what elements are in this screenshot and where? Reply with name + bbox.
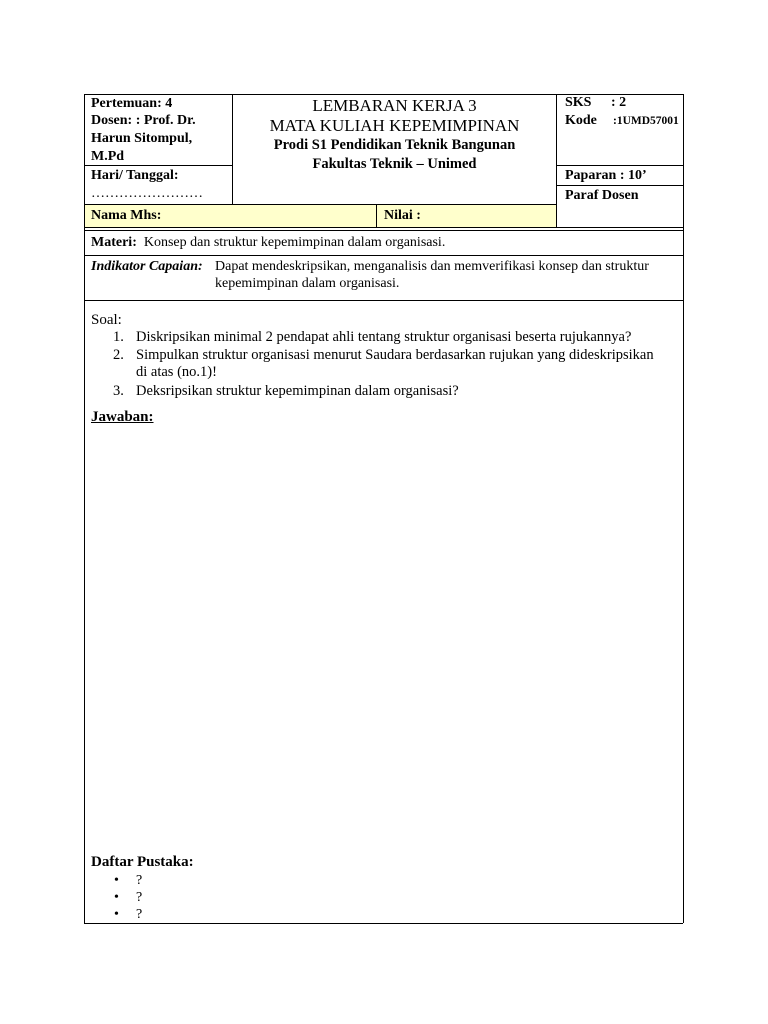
student-name-field: Nama Mhs: — [91, 208, 162, 223]
indikator-top — [84, 255, 683, 256]
reference-1-bullet: • — [114, 873, 119, 888]
daftar-pustaka-label: Daftar Pustaka: — [91, 854, 194, 870]
reference-3: ? — [136, 907, 143, 922]
soal-label: Soal: — [91, 312, 122, 328]
reference-2-bullet: • — [114, 890, 119, 905]
worksheet-title: LEMBARAN KERJA 3 — [312, 96, 477, 115]
course-title: MATA KULIAH KEPEMIMPINAN — [269, 116, 520, 135]
right-cell-rule — [556, 165, 683, 166]
indikator-text-line2: kepemimpinan dalam organisasi. — [215, 276, 400, 291]
pertemuan-text: Pertemuan: 4 — [91, 96, 173, 111]
border-top — [84, 94, 683, 95]
question-1-number: 1. — [113, 329, 124, 345]
answer-area[interactable] — [90, 430, 678, 846]
kode-value: :1UMD57001 — [613, 115, 679, 127]
materi-row — [91, 234, 445, 251]
name-row-bottom — [84, 227, 683, 228]
sks-value: : 2 — [611, 95, 627, 110]
indikator-bottom — [84, 300, 683, 301]
reference-3-bullet: • — [114, 907, 119, 922]
hari-tanggal-value: …………………… — [91, 186, 203, 201]
name-row-top — [84, 204, 556, 205]
jawaban-label: Jawaban: — [91, 409, 154, 425]
sks-label: SKS — [565, 95, 592, 110]
score-field: Nilai : — [384, 208, 421, 223]
border-left — [84, 94, 85, 923]
dosen-text-line3: M.Pd — [91, 149, 125, 164]
question-2-text-line1: Simpulkan struktur organisasi menurut Saudara berdasarkan rujukan yang dideskripsikan — [136, 347, 654, 363]
question-1-text: Diskripsikan minimal 2 pendapat ahli tentang struktur organisasi beserta rujukannya? — [136, 329, 632, 345]
paparan-text: Paparan : 10’ — [565, 168, 647, 183]
kode-label: Kode — [565, 113, 597, 128]
question-2-text-line2: di atas (no.1)! — [136, 364, 217, 380]
border-bottom — [84, 923, 683, 924]
reference-1: ? — [136, 873, 143, 888]
paraf-dosen-label: Paraf Dosen — [565, 188, 639, 203]
study-program: Prodi S1 Pendidikan Teknik Bangunan — [273, 137, 516, 153]
materi-top — [84, 230, 683, 231]
name-nilai-divider — [376, 204, 377, 227]
indikator-label: Indikator Capaian: — [91, 259, 203, 274]
indikator-text-line1: Dapat mendeskripsikan, menganalisis dan memverifikasi konsep dan struktur — [215, 259, 649, 274]
materi-text: Konsep dan struktur kepemimpinan dalam organisasi. — [143, 235, 446, 250]
left-cell-rule — [84, 165, 232, 166]
question-3-number: 3. — [113, 383, 124, 399]
question-2-number: 2. — [113, 347, 124, 363]
reference-2: ? — [136, 890, 143, 905]
dosen-text-line2: Harun Sitompul, — [91, 131, 193, 146]
dosen-text-line1: Dosen: : Prof. Dr. — [91, 113, 196, 128]
question-3-text: Deksripsikan struktur kepemimpinan dalam organisasi? — [136, 383, 459, 399]
hari-tanggal-label: Hari/ Tanggal: — [91, 168, 179, 183]
materi-label: Materi: — [91, 235, 137, 250]
paparan-rule — [556, 185, 683, 186]
header-divider-right — [556, 94, 557, 227]
faculty: Fakultas Teknik – Unimed — [312, 156, 477, 172]
border-right — [683, 94, 684, 923]
